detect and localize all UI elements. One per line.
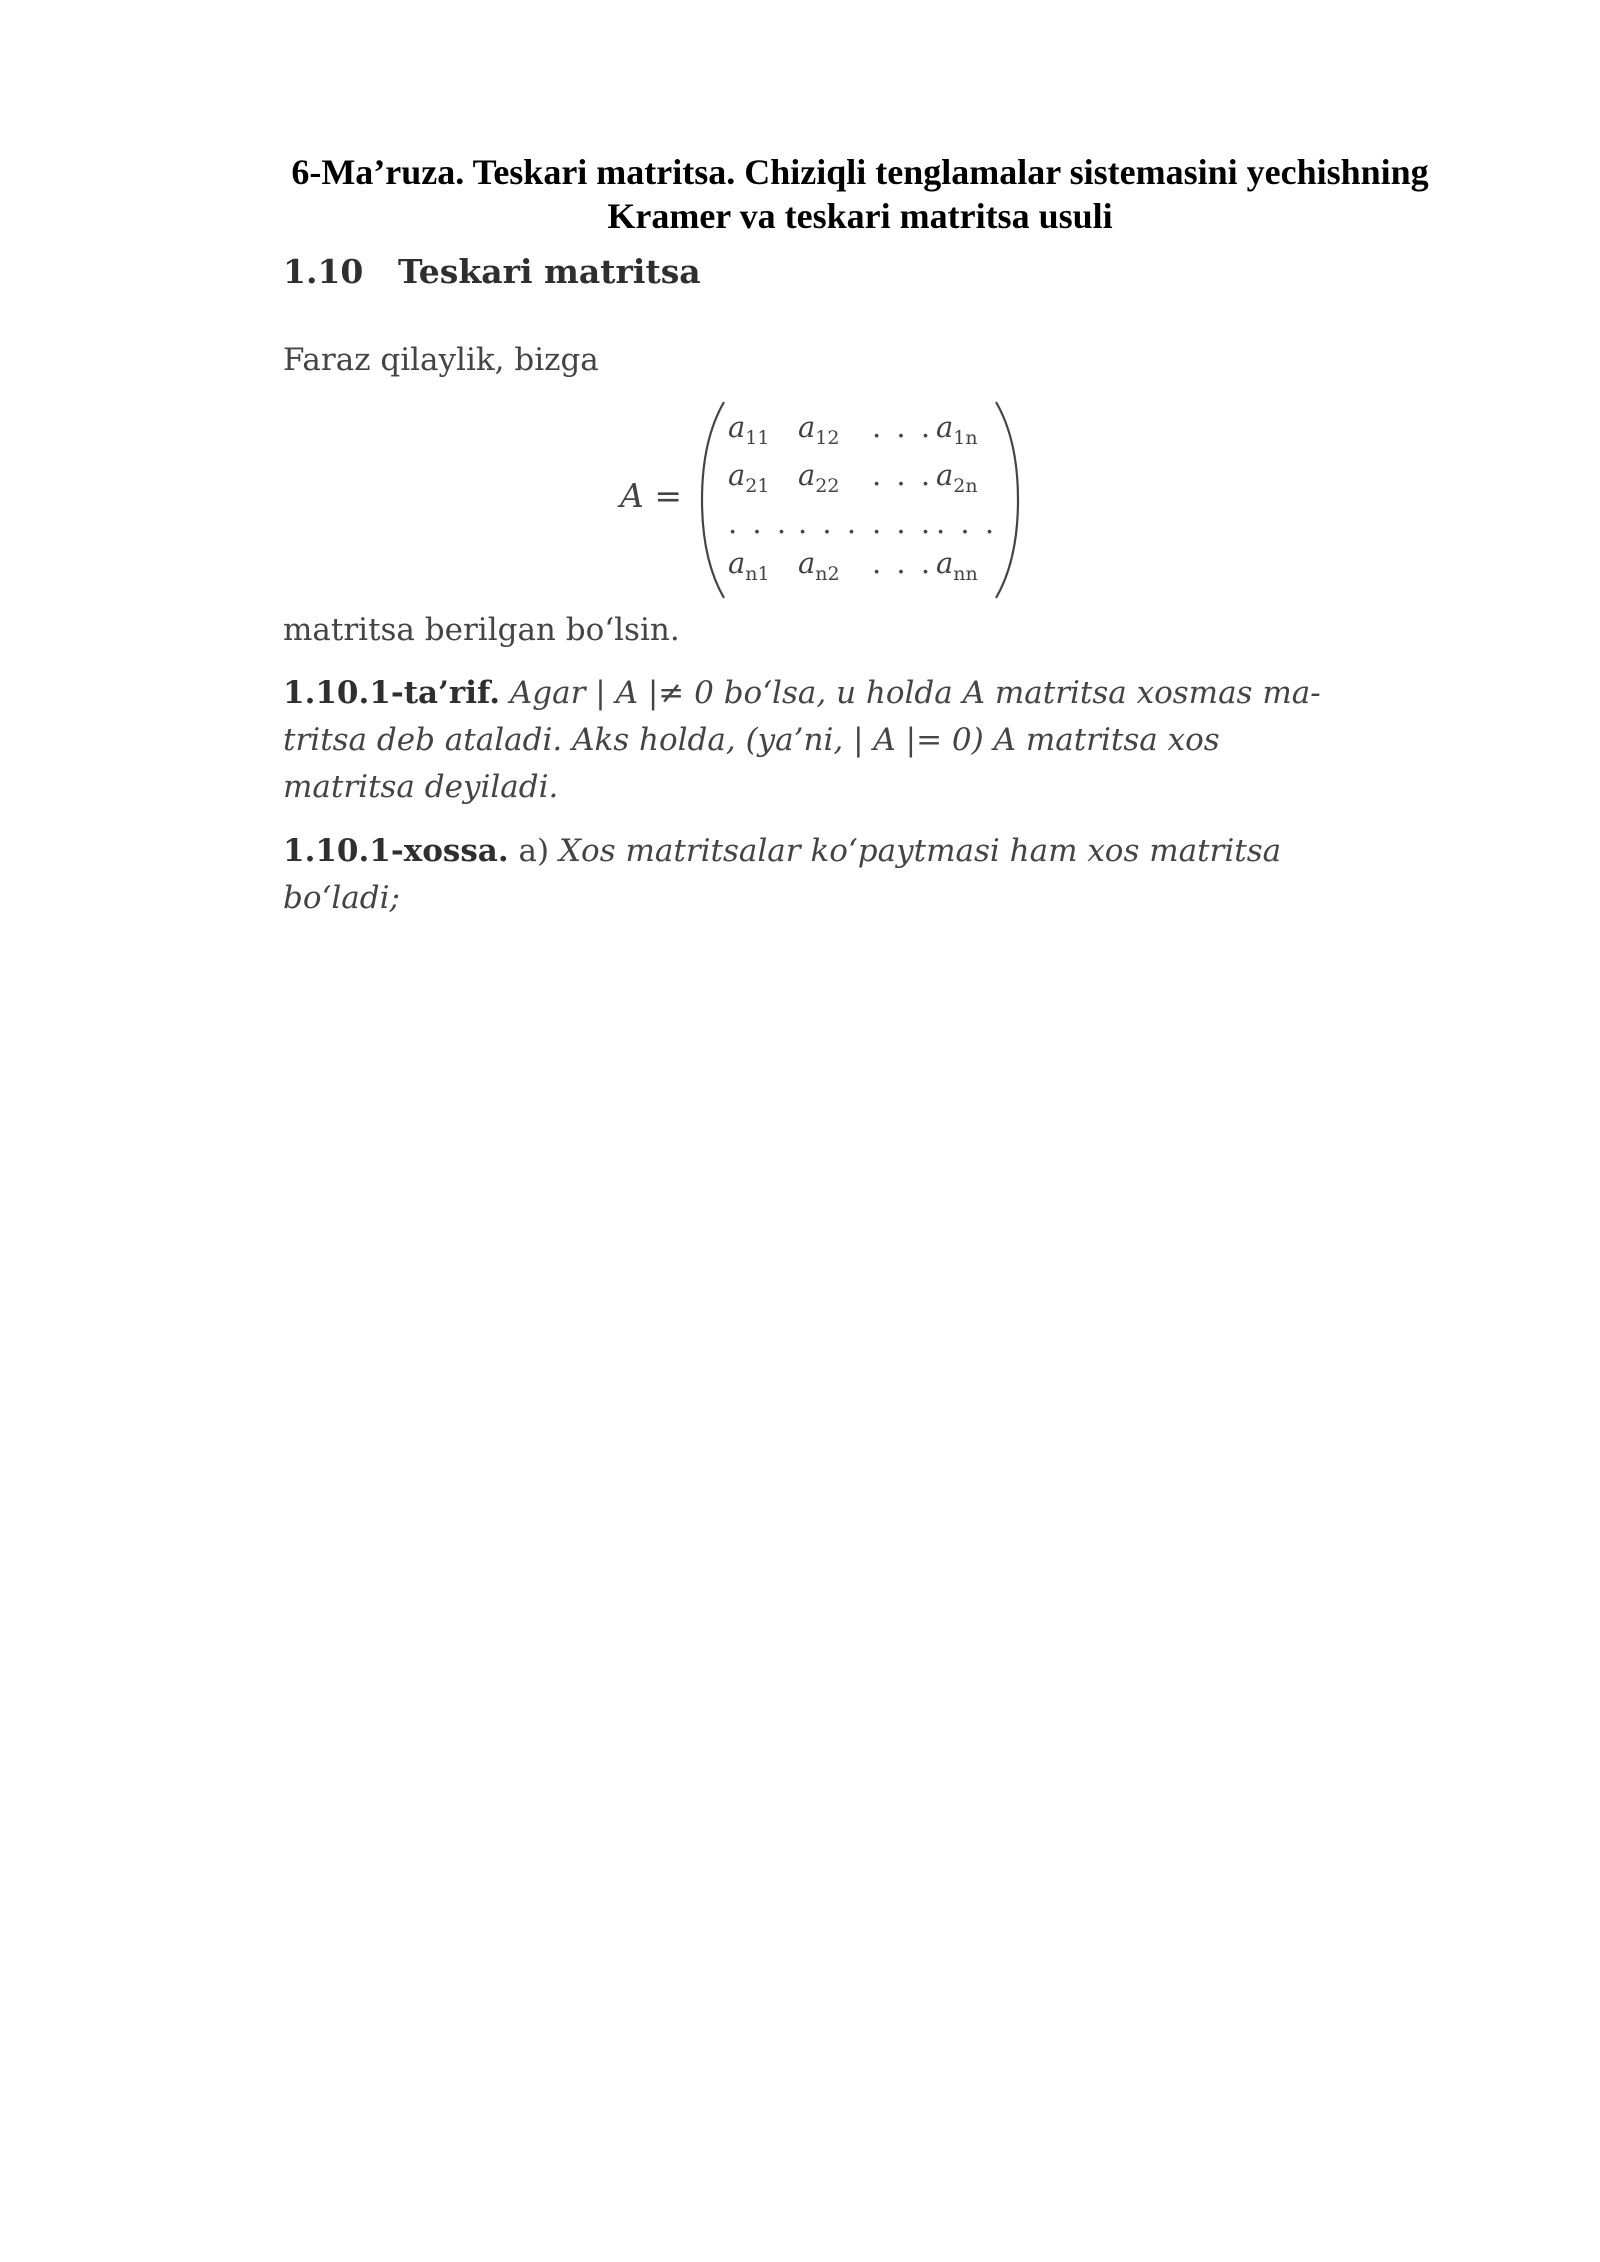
matrix-row [728, 506, 998, 546]
intro-text: Faraz qilaylik, bizga [283, 342, 599, 378]
definition-line-1: Agar | A |≠ 0 bo‘lsa, u holda A matritsa xosmas ma- [509, 675, 1321, 711]
property-line-1: Xos matritsalar ko‘paytmasi ham xos matritsa [558, 833, 1282, 869]
matrix-cell: $a_{11}$ [728, 410, 770, 449]
property-block [283, 828, 1358, 922]
matrix-cell: . . . [872, 546, 934, 580]
matrix-cell: $a_{nn}$ [936, 546, 978, 585]
title-line-1: 6-Ma’ruza. Teskari matritsa. Chiziqli tenglamalar sistemasini yechishning [291, 152, 1429, 192]
right-parenthesis [992, 400, 1022, 600]
matrix-cell: $a_{1n}$ [936, 410, 978, 449]
matrix-cell: . . . [798, 506, 860, 540]
matrix-entries [728, 410, 998, 594]
property-marker: a) [518, 833, 550, 869]
definition-line-2: tritsa deb ataladi. Aks holda, (ya’ni, | A |= 0) A matritsa xos [283, 722, 1220, 758]
definition-block [283, 670, 1358, 811]
matrix-row [728, 410, 998, 458]
matrix-cell: $a_{2n}$ [936, 458, 978, 497]
matrix-cell: . . . [872, 458, 934, 492]
section-title: Teskari matritsa [398, 252, 701, 291]
property-line-2: bo‘ladi; [283, 880, 400, 916]
title-line-2: Kramer va teskari matritsa usuli [607, 196, 1113, 236]
section-number: 1.10 [283, 252, 364, 291]
matrix-cell: . . . [872, 410, 934, 444]
definition-lead: 1.10.1-ta’rif. [283, 675, 501, 711]
matrix-cell: $a_{21}$ [728, 458, 770, 497]
matrix-cell: . . . [936, 506, 998, 540]
matrix-cell: $a_{n2}$ [798, 546, 840, 585]
section-heading [283, 252, 701, 291]
matrix-cell: $a_{n1}$ [728, 546, 770, 585]
matrix-cell: . . . [728, 506, 790, 540]
matrix-a [620, 400, 1040, 600]
document-title [180, 150, 1540, 238]
matrix-cell: $a_{22}$ [798, 458, 840, 497]
definition-line-3: matritsa deyiladi. [283, 769, 559, 805]
matrix-caption: matritsa berilgan bo‘lsin. [283, 612, 680, 648]
matrix-cell: $a_{12}$ [798, 410, 840, 449]
matrix-row [728, 458, 998, 506]
property-lead: 1.10.1-xossa. [283, 833, 509, 869]
matrix-cell: . . . [872, 506, 934, 540]
matrix-row [728, 546, 998, 594]
left-parenthesis [698, 400, 728, 600]
matrix-label: A = [620, 476, 682, 515]
